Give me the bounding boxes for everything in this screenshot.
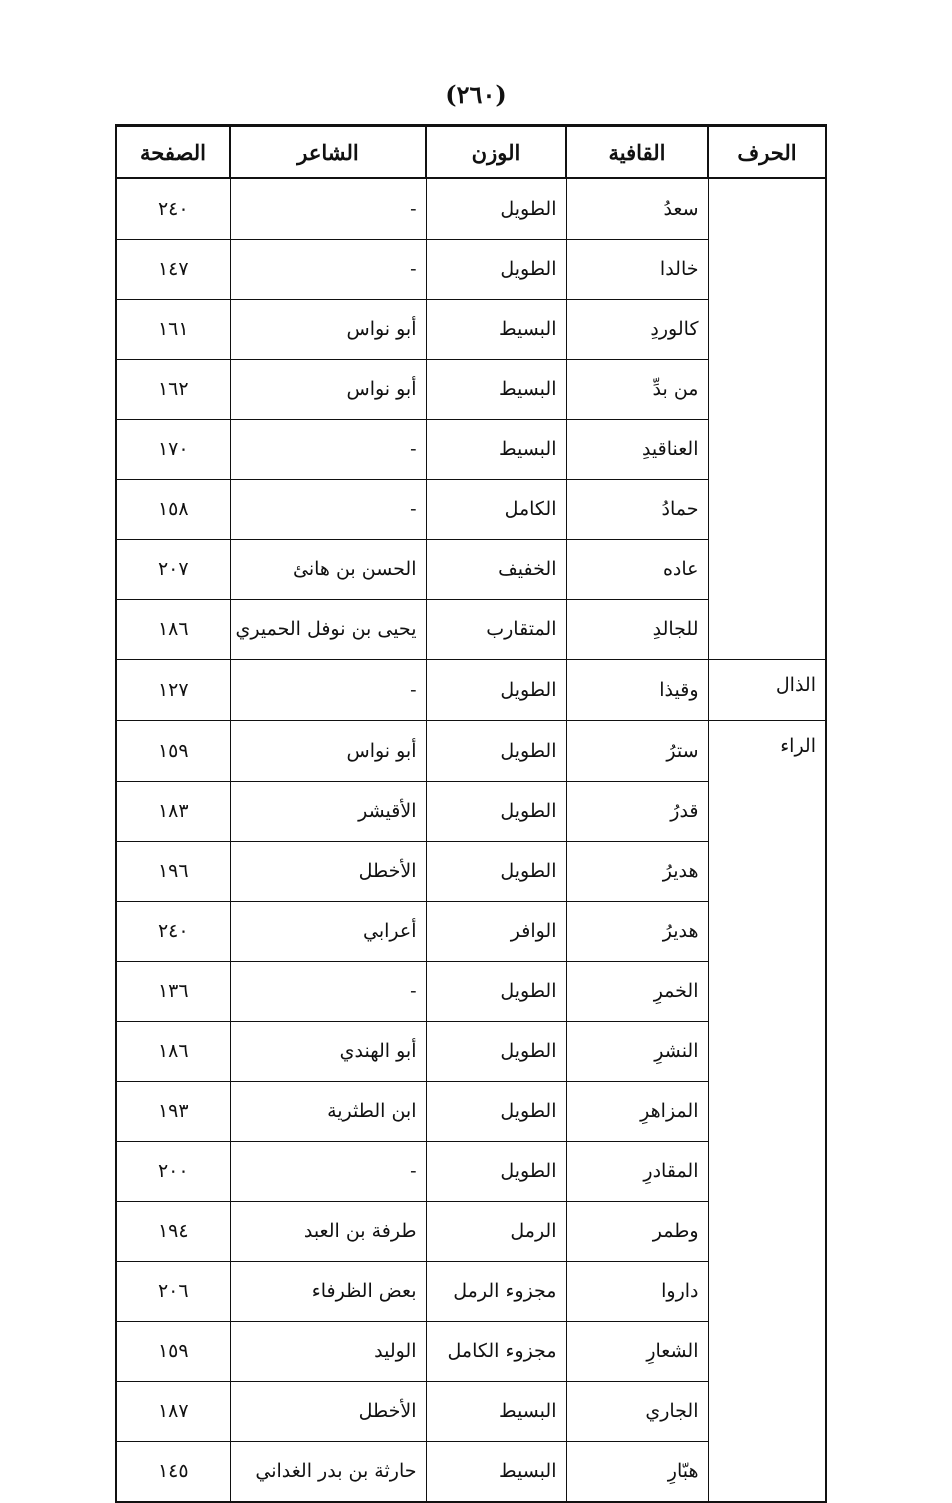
header-meter: الوزن [426,126,566,179]
letter-cell [708,901,826,961]
letter-cell [708,1141,826,1201]
poet-cell: حارثة بن بدر الغداني [230,1441,426,1502]
page-cell: ١٦١ [116,299,230,359]
poet-cell: يحيى بن نوفل الحميري [230,599,426,660]
rhyme-cell: هبّارِ [566,1441,708,1502]
table-row [116,781,826,841]
rhyme-cell: قدرُ [566,781,708,841]
page-cell: ١٢٧ [116,660,230,721]
rhyme-cell: خالدا [566,239,708,299]
poet-cell: بعض الظرفاء [230,1261,426,1321]
poet-cell: - [230,178,426,239]
poet-cell: - [230,660,426,721]
rhyme-cell: سترُ [566,721,708,782]
table-row [116,239,826,299]
rhyme-cell: الشعارِ [566,1321,708,1381]
page-cell: ٢٠٦ [116,1261,230,1321]
rhyme-cell: الجاري [566,1381,708,1441]
poet-cell: الوليد [230,1321,426,1381]
letter-cell [708,1021,826,1081]
letter-cell [708,841,826,901]
page-cell: ٢٠٧ [116,539,230,599]
page-cell: ١٥٩ [116,1321,230,1381]
rhyme-cell: المزاهرِ [566,1081,708,1141]
letter-cell [708,359,826,419]
rhyme-cell: عاده [566,539,708,599]
poet-cell: أبو الهندي [230,1021,426,1081]
page-cell: ١٩٦ [116,841,230,901]
poet-cell: - [230,1141,426,1201]
letter-cell [708,539,826,599]
rhyme-cell: الخمرِ [566,961,708,1021]
meter-cell: الطويل [426,660,566,721]
rhyme-cell: هديرُ [566,901,708,961]
letter-cell [708,1081,826,1141]
rhyme-cell: داروا [566,1261,708,1321]
letter-cell [708,1261,826,1321]
page-number: (٢٦٠) [445,80,507,109]
poet-cell: الحسن بن هانئ [230,539,426,599]
table-row [116,178,826,239]
meter-cell: الطويل [426,1141,566,1201]
poet-cell: أعرابي [230,901,426,961]
page-cell: ٢٤٠ [116,901,230,961]
page-cell: ١٩٤ [116,1201,230,1261]
poet-cell: ابن الطثرية [230,1081,426,1141]
page-cell: ١٨٣ [116,781,230,841]
meter-cell: الطويل [426,239,566,299]
poet-cell: - [230,479,426,539]
page-cell: ١٦٢ [116,359,230,419]
page-cell: ١٥٨ [116,479,230,539]
letter-cell [708,479,826,539]
table-row [116,359,826,419]
poet-cell: الأقيشر [230,781,426,841]
header-letter: الحرف [708,126,826,179]
table-row [116,1441,826,1502]
letter-cell: الذال [708,660,826,721]
page-cell: ٢٠٠ [116,1141,230,1201]
rhyme-cell: وقيذا [566,660,708,721]
table-row [116,841,826,901]
header-poet: الشاعر [230,126,426,179]
poet-cell: أبو نواس [230,721,426,782]
table-row [116,599,826,660]
table-row [116,721,826,782]
table-row [116,660,826,721]
meter-cell: البسيط [426,299,566,359]
poet-cell: طرفة بن العبد [230,1201,426,1261]
poet-cell: أبو نواس [230,359,426,419]
meter-cell: الكامل [426,479,566,539]
meter-cell: الخفيف [426,539,566,599]
table-row [116,299,826,359]
letter-cell [708,961,826,1021]
meter-cell: البسيط [426,419,566,479]
poet-cell: - [230,419,426,479]
table-row [116,1141,826,1201]
letter-cell [708,239,826,299]
meter-cell: البسيط [426,1381,566,1441]
rhyme-cell: سعدُ [566,178,708,239]
meter-cell: البسيط [426,1441,566,1502]
page-cell: ١٨٦ [116,599,230,660]
header-page: الصفحة [116,126,230,179]
rhyme-cell: المقادرِ [566,1141,708,1201]
page-cell: ١٩٣ [116,1081,230,1141]
meter-cell: الطويل [426,961,566,1021]
rhyme-index-table [115,124,827,1503]
page-cell: ١٤٧ [116,239,230,299]
table-row [116,539,826,599]
page-cell: ١٧٠ [116,419,230,479]
meter-cell: الطويل [426,178,566,239]
table-row [116,1021,826,1081]
poet-cell: - [230,961,426,1021]
page-cell: ١٥٩ [116,721,230,782]
page-cell: ١٤٥ [116,1441,230,1502]
rhyme-cell: العناقيدِ [566,419,708,479]
rhyme-cell: حمادُ [566,479,708,539]
meter-cell: الطويل [426,1081,566,1141]
table-row [116,1081,826,1141]
meter-cell: الرمل [426,1201,566,1261]
table-row [116,419,826,479]
letter-cell [708,419,826,479]
rhyme-cell: وطمر [566,1201,708,1261]
table-row [116,1321,826,1381]
rhyme-cell: النشرِ [566,1021,708,1081]
letter-cell [708,1201,826,1261]
letter-cell [708,299,826,359]
meter-cell: الوافر [426,901,566,961]
table-row [116,1261,826,1321]
poet-cell: أبو نواس [230,299,426,359]
poet-cell: الأخطل [230,1381,426,1441]
table-row [116,479,826,539]
table-row [116,901,826,961]
rhyme-cell: هديرُ [566,841,708,901]
table-row [116,961,826,1021]
header-rhyme: القافية [566,126,708,179]
letter-cell [708,1441,826,1502]
rhyme-cell: للجالدِ [566,599,708,660]
table-row [116,1201,826,1261]
table-header-row [116,126,826,179]
letter-cell [708,178,826,239]
meter-cell: الطويل [426,841,566,901]
page-cell: ٢٤٠ [116,178,230,239]
meter-cell: الطويل [426,1021,566,1081]
table-row [116,1381,826,1441]
page-cell: ١٣٦ [116,961,230,1021]
meter-cell: المتقارب [426,599,566,660]
letter-cell [708,599,826,660]
rhyme-cell: كالوردِ [566,299,708,359]
meter-cell: مجزوء الكامل [426,1321,566,1381]
meter-cell: الطويل [426,721,566,782]
meter-cell: مجزوء الرمل [426,1261,566,1321]
meter-cell: الطويل [426,781,566,841]
page-cell: ١٨٦ [116,1021,230,1081]
letter-cell [708,1321,826,1381]
letter-cell: الراء [708,721,826,782]
rhyme-cell: من بدِّ [566,359,708,419]
poet-cell: - [230,239,426,299]
poet-cell: الأخطل [230,841,426,901]
meter-cell: البسيط [426,359,566,419]
letter-cell [708,1381,826,1441]
page-cell: ١٨٧ [116,1381,230,1441]
letter-cell [708,781,826,841]
